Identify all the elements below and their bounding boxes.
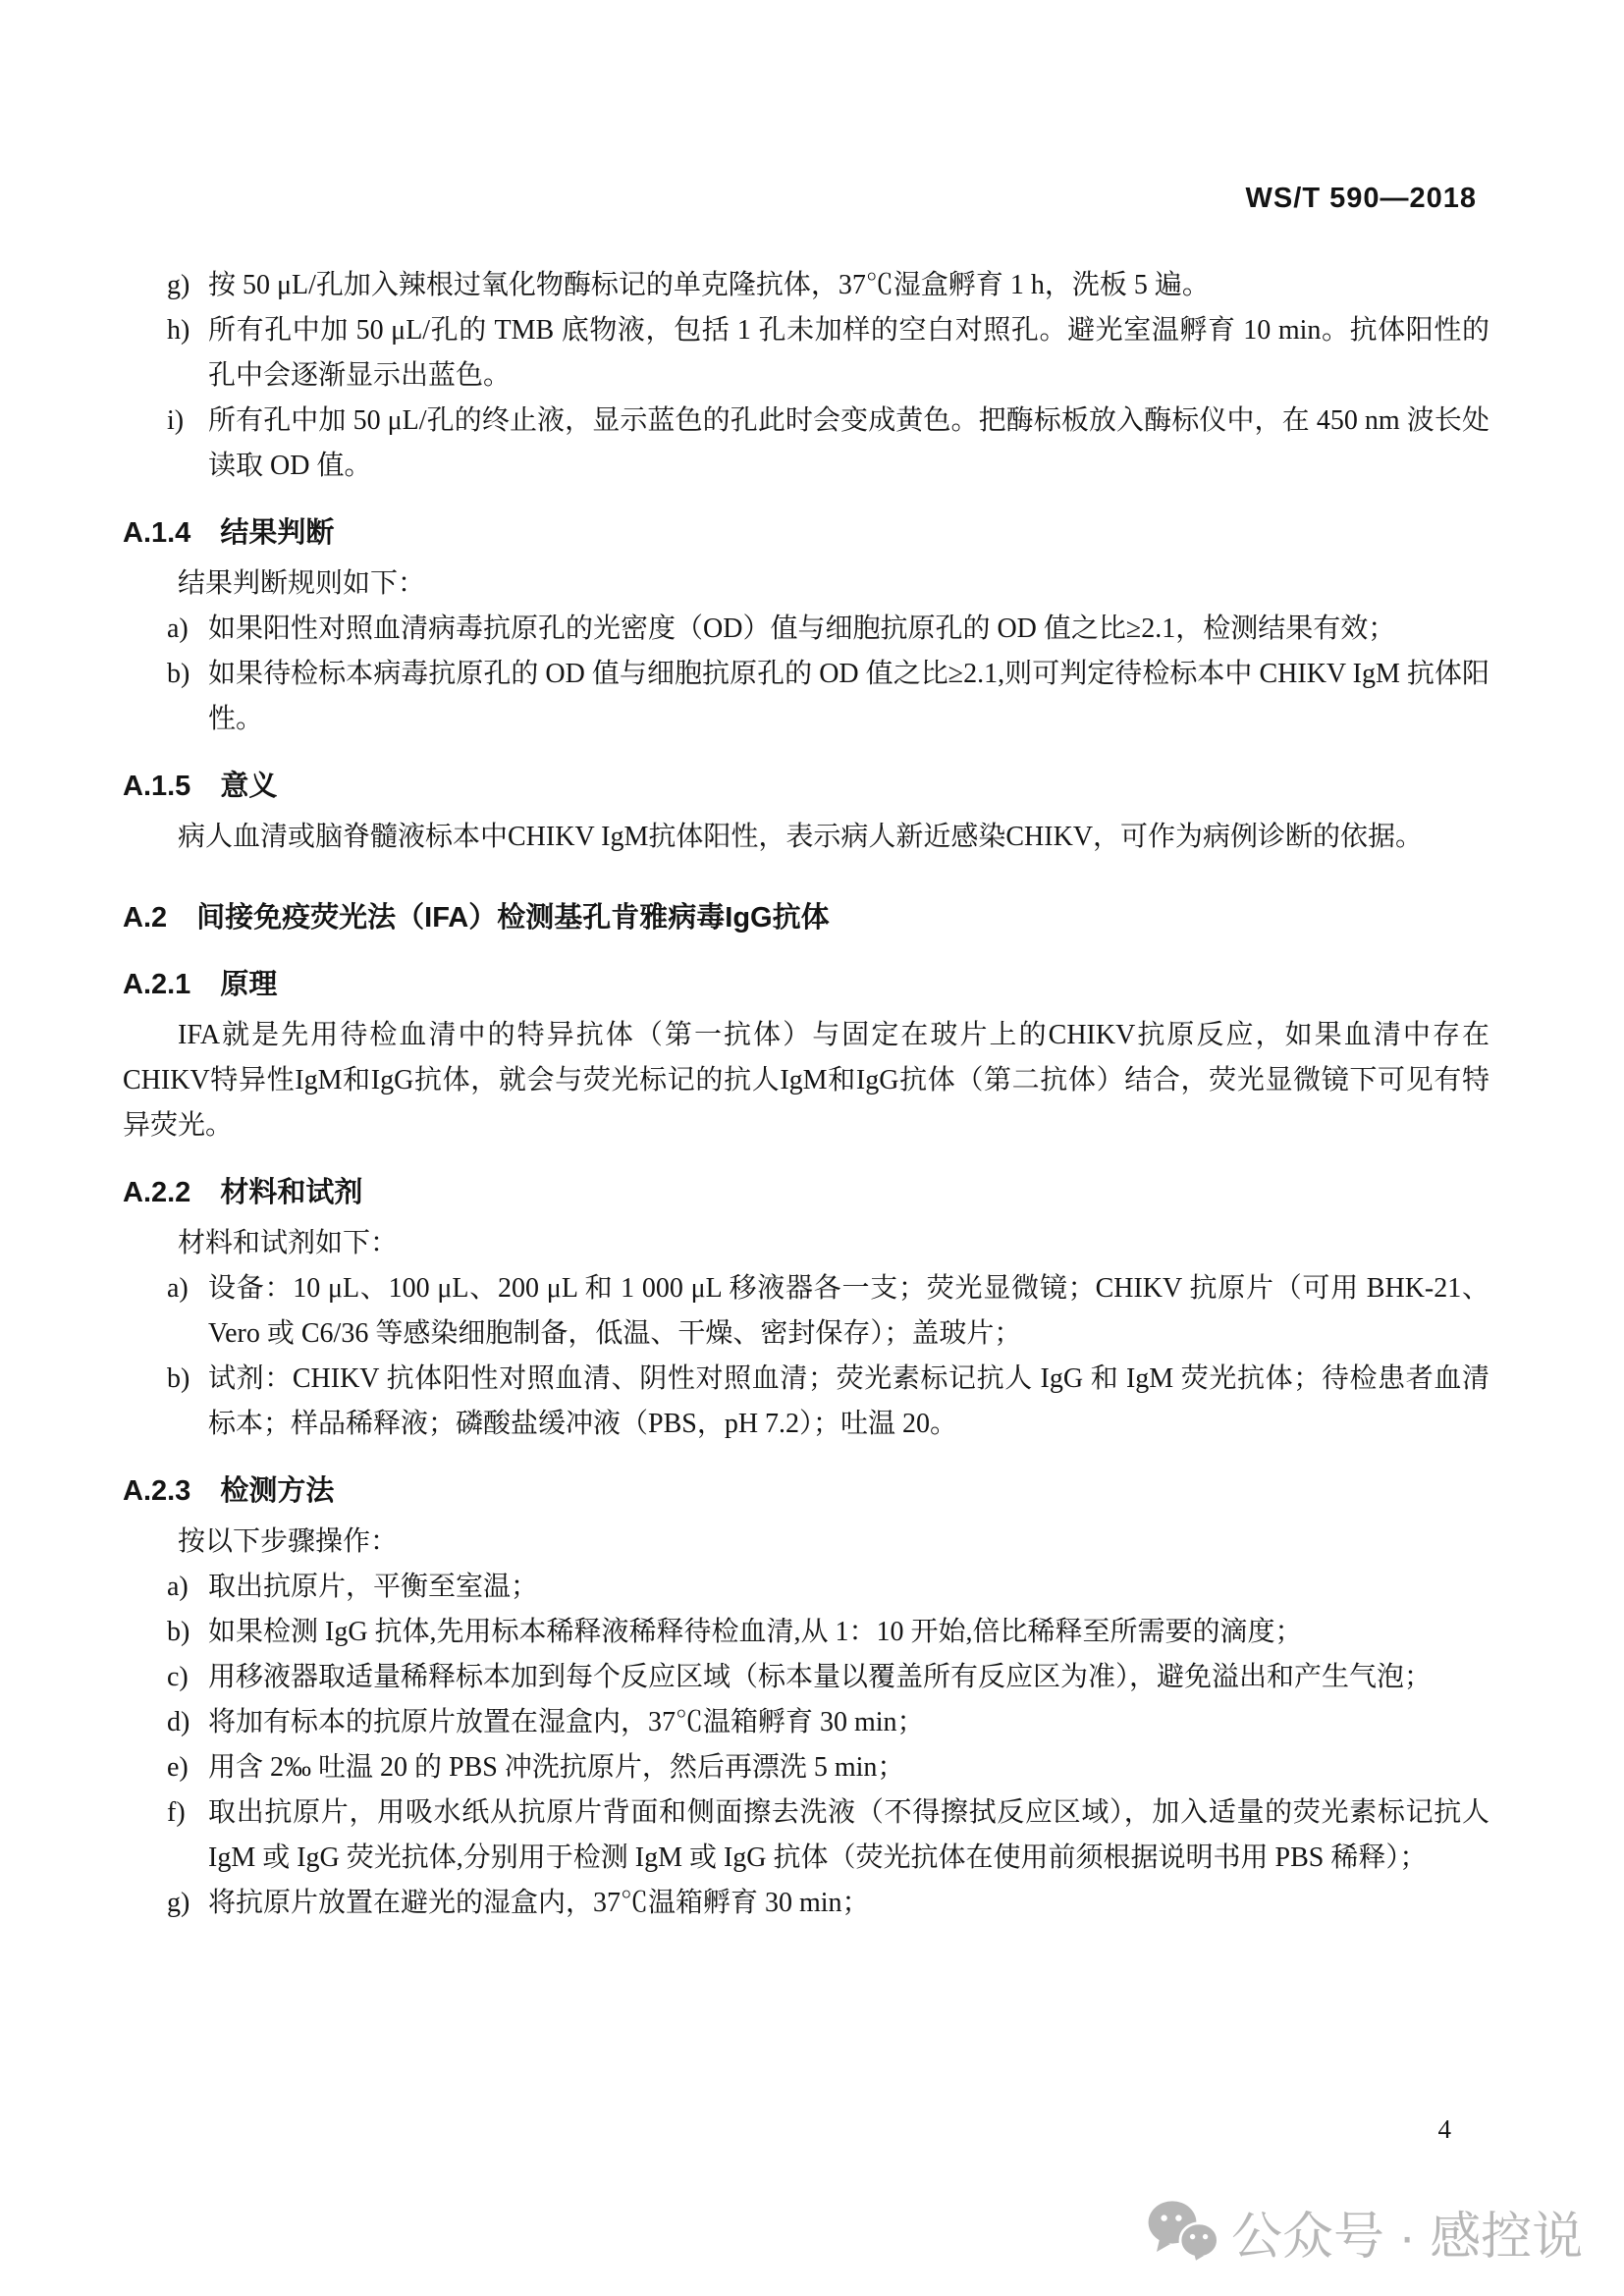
- list-item-label: g): [167, 1888, 190, 1918]
- standard-number: WS/T 590—2018: [1245, 183, 1477, 214]
- clause-intro: 结果判断规则如下：: [178, 568, 426, 599]
- document-content: [123, 263, 1489, 1926]
- list-item: [167, 1266, 1489, 1357]
- clause-heading-a23: [123, 1468, 1489, 1514]
- clause-paragraph: IFA就是先用待检血清中的特异抗体（第一抗体）与固定在玻片上的CHIKV抗原反应，如果血清中存在CHIKV特异性IgM和IgG抗体，就会与荧光标记的抗人IgM和IgG抗体（第二抗体）结合，荧光显微镜下可见有特异荧光。: [123, 1020, 1489, 1141]
- list-item: [167, 1610, 1489, 1655]
- list-item: [167, 1790, 1489, 1881]
- list-item-label: b): [167, 1363, 190, 1394]
- list-item-text: 所有孔中加 50 μL/孔的终止液，显示蓝色的孔此时会变成黄色。把酶标板放入酶标仪中，在 450 nm 波长处读取 OD 值。: [208, 405, 1489, 481]
- list-item-label: a): [167, 614, 189, 644]
- list-item-text: 按 50 μL/孔加入辣根过氧化物酶标记的单克隆抗体，37℃湿盒孵育 1 h，洗板 5 遍。: [208, 270, 1210, 300]
- list-item: [167, 1565, 1489, 1610]
- list-item-text: 将抗原片放置在避光的湿盒内，37℃温箱孵育 30 min；: [208, 1888, 870, 1918]
- list-item-text: 用含 2‰ 吐温 20 的 PBS 冲洗抗原片，然后再漂洗 5 min；: [208, 1752, 905, 1783]
- clause-title: 意义: [220, 771, 278, 802]
- list-item-text: 如果待检标本病毒抗原孔的 OD 值与细胞抗原孔的 OD 值之比≥2.1,则可判定待检标本中 CHIKV IgM 抗体阳性。: [208, 659, 1489, 734]
- list-item-label: a): [167, 1273, 189, 1304]
- watermark-text: 公众号 · 感控说: [1231, 2209, 1584, 2266]
- clause-heading-a2: [123, 895, 1489, 940]
- list-item-text: 取出抗原片，平衡至室温；: [208, 1572, 539, 1602]
- list-item-label: g): [167, 270, 190, 300]
- list-item-text: 如果检测 IgG 抗体,先用标本稀释液稀释待检血清,从 1：10 开始,倍比稀释至所需要的滴度；: [208, 1617, 1303, 1647]
- clause-heading-a14: [123, 510, 1489, 556]
- list-item-text: 用移液器取适量稀释标本加到每个反应区域（标本量以覆盖所有反应区为准），避免溢出和产生气泡；: [208, 1662, 1433, 1692]
- clause-number: A.2.1: [123, 969, 191, 1000]
- list-item: [167, 263, 1489, 308]
- list-item-text: 如果阳性对照血清病毒抗原孔的光密度（OD）值与细胞抗原孔的 OD 值之比≥2.1，检测结果有效；: [208, 614, 1396, 644]
- list-item-label: a): [167, 1572, 189, 1602]
- clause-number: A.2.3: [123, 1475, 191, 1507]
- list-item: [167, 1655, 1489, 1700]
- list-item: [167, 1745, 1489, 1790]
- clause-number: A.2: [123, 902, 168, 934]
- clause-intro: 材料和试剂如下：: [178, 1228, 399, 1258]
- clause-paragraph: 病人血清或脑脊髓液标本中CHIKV IgM抗体阳性，表示病人新近感染CHIKV，可作为病例诊断的依据。: [178, 822, 1424, 852]
- watermark: [1147, 2195, 1583, 2269]
- clause-title: 材料和试剂: [220, 1177, 363, 1208]
- page-number: 4: [1437, 2114, 1451, 2144]
- list-item: [167, 607, 1489, 652]
- list-item-text: 将加有标本的抗原片放置在湿盒内，37℃温箱孵育 30 min；: [208, 1707, 925, 1737]
- list-item-text: 试剂：CHIKV 抗体阳性对照血清、阴性对照血清；荧光素标记抗人 IgG 和 IgM 荧光抗体；待检患者血清标本；样品稀释液；磷酸盐缓冲液（PBS，pH 7.2）；吐温 20。: [208, 1363, 1489, 1439]
- clause-title: 检测方法: [220, 1475, 335, 1507]
- list-item: [167, 1881, 1489, 1926]
- list-item-label: f): [167, 1797, 186, 1828]
- list-item-label: h): [167, 315, 190, 346]
- list-item-label: e): [167, 1752, 189, 1783]
- wechat-icon: [1147, 2200, 1219, 2265]
- list-item: [167, 1357, 1489, 1447]
- list-item-text: 取出抗原片，用吸水纸从抗原片背面和侧面擦去洗液（不得擦拭反应区域），加入适量的荧光素标记抗人 IgM 或 IgG 荧光抗体,分别用于检测 IgM 或 IgG 抗体（荧光抗体在使用前须根据说明书用 PBS 稀释）；: [208, 1797, 1489, 1873]
- list-item: [167, 1700, 1489, 1745]
- list-item-label: d): [167, 1707, 190, 1737]
- clause-number: A.1.5: [123, 771, 191, 802]
- list-item-label: b): [167, 1617, 190, 1647]
- list-item: [167, 308, 1489, 399]
- clause-heading-a22: [123, 1170, 1489, 1215]
- clause-number: A.1.4: [123, 517, 191, 549]
- clause-title: 结果判断: [220, 517, 335, 549]
- list-item-text: 所有孔中加 50 μL/孔的 TMB 底物液，包括 1 孔未加样的空白对照孔。避光室温孵育 10 min。抗体阳性的孔中会逐渐显示出蓝色。: [208, 315, 1489, 391]
- list-item: [167, 652, 1489, 742]
- clause-title: 间接免疫荧光法（IFA）检测基孔肯雅病毒IgG抗体: [196, 902, 830, 934]
- list-item-text: 设备：10 μL、100 μL、200 μL 和 1 000 μL 移液器各一支；荧光显微镜；CHIKV 抗原片（可用 BHK-21、Vero 或 C6/36 等感染细胞制备，低温、干燥、密封保存）；盖玻片；: [208, 1273, 1489, 1349]
- list-item-label: b): [167, 659, 190, 689]
- clause-number: A.2.2: [123, 1177, 191, 1208]
- clause-heading-a15: [123, 764, 1489, 809]
- clause-intro: 按以下步骤操作：: [178, 1526, 399, 1557]
- list-item-label: i): [167, 405, 185, 436]
- list-item: [167, 399, 1489, 489]
- list-item-label: c): [167, 1662, 189, 1692]
- clause-heading-a21: [123, 962, 1489, 1007]
- clause-title: 原理: [220, 969, 278, 1000]
